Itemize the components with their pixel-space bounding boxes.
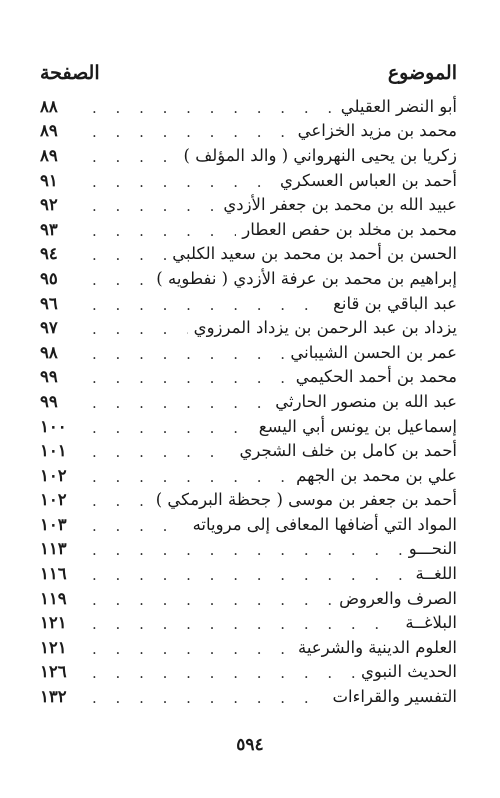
toc-entry — [40, 537, 457, 562]
toc-entry-title: زكريا بن يحيى النهرواني ( والد المؤلف ) — [183, 145, 457, 165]
toc-entry-title: أحمد بن العباس العسكري — [279, 170, 457, 190]
dot-leader — [92, 568, 409, 583]
toc-entry-title: النحـــو — [408, 539, 457, 559]
toc-entry-page: ٩٨ — [40, 342, 58, 362]
dot-leader — [92, 298, 327, 313]
dot-leader — [92, 666, 355, 681]
topic-column-label: الموضوع — [387, 62, 457, 84]
toc-entry-title: أبو النضر العقيلي — [340, 96, 457, 116]
toc-entry-title: عبد الباقي بن قانع — [333, 293, 457, 313]
toc-entry-page: ٨٨ — [40, 96, 58, 116]
toc-entry-page: ١٣٢ — [40, 687, 67, 707]
toc-entry — [40, 217, 457, 242]
toc-entry — [40, 168, 457, 193]
toc-entry-page: ٨٩ — [40, 145, 58, 165]
toc-entry — [40, 610, 457, 635]
dot-leader — [92, 421, 253, 436]
toc-entry-page: ١٢١ — [40, 637, 67, 657]
toc-entry-title: علي بن محمد بن الجهم — [296, 465, 457, 485]
page-column-label: الصفحة — [40, 62, 100, 84]
toc-entry-title: محمد بن مخلد بن حفص العطار — [242, 219, 457, 239]
dot-leader — [92, 347, 284, 362]
toc-entry-title: الصرف والعروض — [339, 588, 457, 608]
toc-entry-page: ٩٢ — [40, 195, 58, 215]
toc-entry — [40, 94, 457, 119]
dot-leader — [92, 642, 292, 657]
toc-entry-page: ١٢١ — [40, 613, 67, 633]
dot-leader — [92, 519, 187, 534]
toc-entry — [40, 143, 457, 168]
toc-entry — [40, 291, 457, 316]
dot-leader — [92, 273, 150, 288]
toc-entry-page: ٩١ — [40, 170, 58, 190]
dot-leader — [92, 125, 292, 140]
toc-entry — [40, 684, 457, 709]
toc-entry-title: البلاغــة — [405, 613, 457, 633]
toc-entry-title: الحسن بن أحمد بن محمد بن سعيد الكلبي — [172, 244, 457, 264]
toc-entry — [40, 315, 457, 340]
toc-entry-page: ١٠١ — [40, 441, 67, 461]
toc-entry-title: التفسير والقراءات — [332, 687, 457, 707]
dot-leader — [92, 224, 236, 239]
toc-entry — [40, 438, 457, 463]
toc-entry-title: إسماعيل بن يونس أبي اليسع — [258, 416, 457, 436]
toc-entry-title: المواد التي أضافها المعافى إلى مروياته — [192, 514, 457, 534]
dot-leader — [92, 494, 150, 509]
toc-entry — [40, 266, 457, 291]
dot-leader — [92, 248, 166, 263]
dot-leader — [92, 691, 327, 706]
toc-entry — [40, 242, 457, 267]
toc-entry-title: أحمد بن جعفر بن موسى ( جحظة البرمكي ) — [155, 490, 457, 510]
toc-entry-page: ٩٩ — [40, 391, 58, 411]
toc-entry — [40, 512, 457, 537]
toc-entry-page: ١٠٢ — [40, 490, 67, 510]
toc-entry — [40, 463, 457, 488]
dot-leader — [92, 199, 217, 214]
toc-entry-page: ١٠٠ — [40, 416, 67, 436]
toc-entry-page: ٩٥ — [40, 268, 58, 288]
toc-entry-page: ٩٤ — [40, 244, 58, 264]
toc-entry-page: ٩٩ — [40, 367, 58, 387]
dot-leader — [92, 543, 403, 558]
toc-entry — [40, 119, 457, 144]
dot-leader — [92, 150, 178, 165]
dot-leader — [92, 617, 399, 632]
toc-entry-title: إبراهيم بن محمد بن عرفة الأزدي ( نفطويه ) — [156, 268, 457, 288]
toc-entry-title: العلوم الدينية والشرعية — [297, 637, 457, 657]
toc-entry-page: ٨٩ — [40, 121, 58, 141]
toc-entry — [40, 660, 457, 685]
toc-entry-title: عبد الله بن منصور الحارثي — [275, 391, 457, 411]
dot-leader — [92, 593, 333, 608]
toc-entry-title: اللغــة — [415, 564, 457, 584]
toc-entry-page: ١١٩ — [40, 588, 67, 608]
toc-entry — [40, 192, 457, 217]
toc-entry-title: عبيد الله بن محمد بن جعفر الأزدي — [223, 195, 457, 215]
toc-header — [40, 58, 457, 88]
toc-entry-title: يزداد بن عبد الرحمن بن يزداد المرزوي — [193, 318, 457, 338]
toc-entry-page: ٩٧ — [40, 318, 58, 338]
dot-leader — [92, 322, 188, 337]
toc-entry-page: ١٠٣ — [40, 514, 67, 534]
dot-leader — [92, 445, 234, 460]
dot-leader — [92, 396, 269, 411]
dot-leader — [92, 470, 290, 485]
toc-entry-page: ٩٣ — [40, 219, 58, 239]
toc-entry — [40, 635, 457, 660]
toc-entry — [40, 414, 457, 439]
toc-entry — [40, 586, 457, 611]
dot-leader — [92, 371, 290, 386]
page-number: ٥٩٤ — [236, 735, 264, 755]
toc-entry — [40, 561, 457, 586]
toc-entry — [40, 340, 457, 365]
dot-leader — [92, 101, 335, 116]
toc-entry-page: ٩٦ — [40, 293, 58, 313]
dot-leader — [92, 175, 274, 190]
toc-entry-title: محمد بن أحمد الحكيمي — [295, 367, 457, 387]
toc-entry — [40, 488, 457, 513]
toc-entry-title: الحديث النبوي — [361, 662, 457, 682]
toc-entry-page: ١١٣ — [40, 539, 67, 559]
toc-entry-title: عمر بن الحسن الشيباني — [290, 342, 457, 362]
toc-entry — [40, 389, 457, 414]
table-of-contents — [40, 94, 457, 709]
toc-entry-page: ١١٦ — [40, 564, 67, 584]
toc-entry-title: أحمد بن كامل بن خلف الشجري — [239, 441, 457, 461]
toc-entry — [40, 365, 457, 390]
toc-entry-page: ١٠٢ — [40, 465, 67, 485]
toc-entry-page: ١٢٦ — [40, 662, 67, 682]
toc-entry-title: محمد بن مزيد الخزاعي — [297, 121, 457, 141]
